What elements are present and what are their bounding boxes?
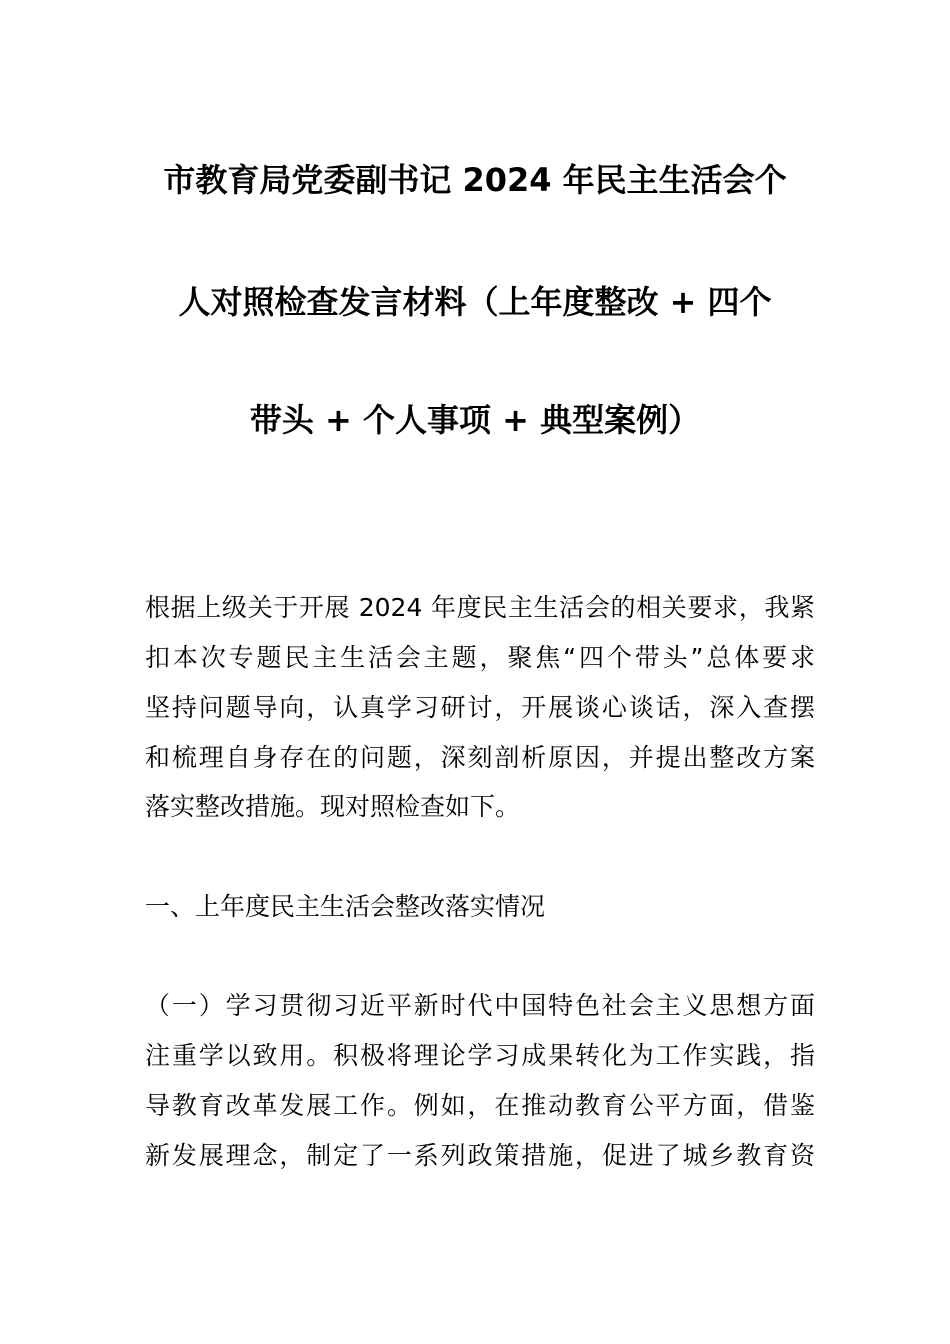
intro-paragraph-line-4: 和梳理自身存在的问题，深刻剖析原因，并提出整改方案 — [145, 743, 815, 772]
document-title-line-1: 市教育局党委副书记 2024 年民主生活会个 — [163, 161, 787, 199]
subsection-paragraph-line-1: （一）学习贯彻习近平新时代中国特色社会主义思想方面 — [145, 991, 815, 1020]
subsection-paragraph-line-4: 新发展理念，制定了一系列政策措施，促进了城乡教育资 — [145, 1141, 815, 1170]
document-title-line-3: 带头 + 个人事项 + 典型案例） — [249, 401, 701, 439]
intro-paragraph-line-5: 落实整改措施。现对照检查如下。 — [145, 792, 521, 821]
subsection-paragraph-line-3: 导教育改革发展工作。例如，在推动教育公平方面，借鉴 — [145, 1091, 815, 1120]
section-heading-1: 一、上年度民主生活会整改落实情况 — [145, 892, 546, 921]
intro-paragraph-line-1: 根据上级关于开展 2024 年度民主生活会的相关要求，我紧 — [145, 593, 815, 622]
intro-paragraph-line-2: 扣本次专题民主生活会主题，聚焦“四个带头”总体要求 — [145, 643, 815, 672]
document-title-line-2: 人对照检查发言材料（上年度整改 + 四个 — [178, 283, 772, 321]
intro-paragraph-line-3: 坚持问题导向，认真学习研讨，开展谈心谈话，深入查摆 — [145, 693, 815, 722]
subsection-paragraph-line-2: 注重学以致用。积极将理论学习成果转化为工作实践，指 — [145, 1041, 815, 1070]
